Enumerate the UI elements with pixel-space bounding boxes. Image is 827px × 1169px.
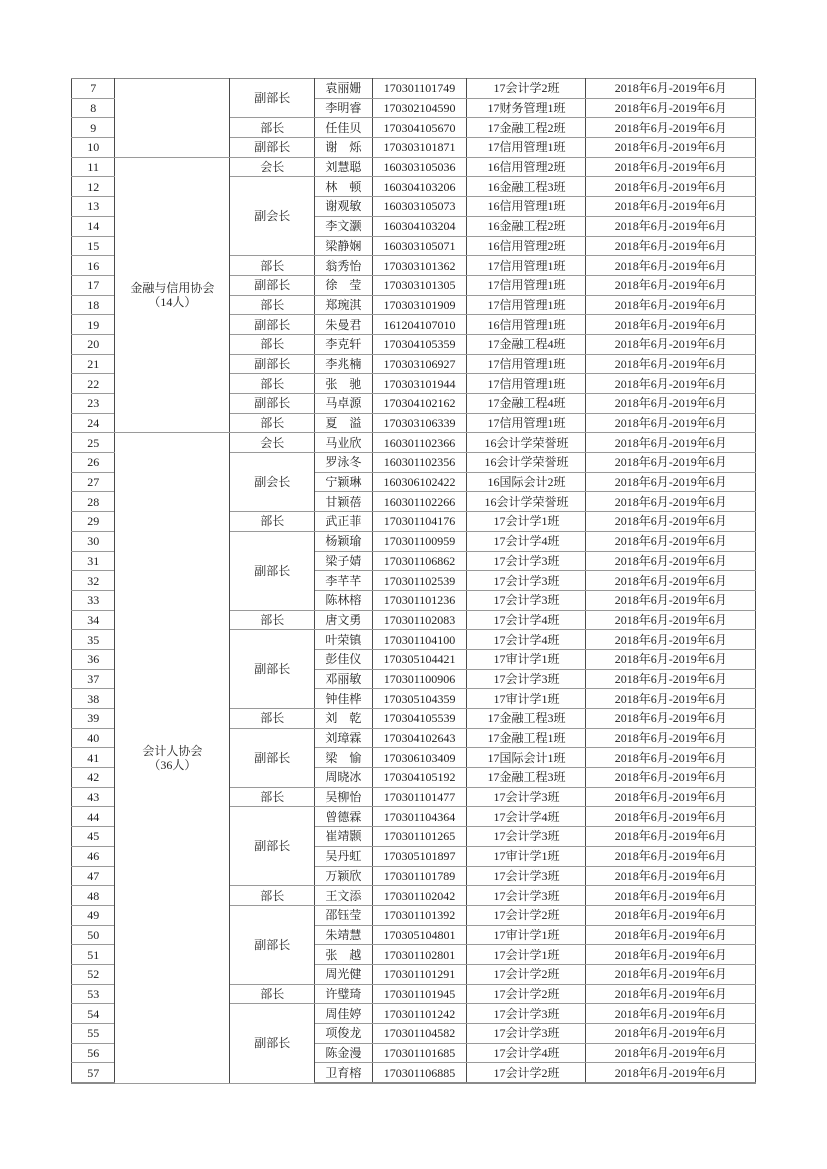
class-name: 17金融工程1班 [467,728,586,748]
term-period: 2018年6月-2019年6月 [586,551,756,571]
student-id: 170301106885 [372,1063,467,1083]
class-name: 17会计学3班 [467,571,586,591]
student-id: 160303105073 [372,197,467,217]
class-name: 16会计学荣誉班 [467,453,586,473]
term-period: 2018年6月-2019年6月 [586,118,756,138]
row-number: 16 [72,256,115,276]
student-id: 170301101236 [372,590,467,610]
class-name: 17会计学4班 [467,610,586,630]
class-name: 17金融工程4班 [467,334,586,354]
row-number: 46 [72,846,115,866]
class-name: 17会计学3班 [467,866,586,886]
member-name: 翁秀怡 [315,256,373,276]
row-number: 39 [72,709,115,729]
class-name: 17会计学2班 [467,984,586,1004]
term-period: 2018年6月-2019年6月 [586,610,756,630]
term-period: 2018年6月-2019年6月 [586,334,756,354]
member-name: 马业欣 [315,433,373,453]
term-period: 2018年6月-2019年6月 [586,669,756,689]
member-name: 甘颖蓓 [315,492,373,512]
term-period: 2018年6月-2019年6月 [586,905,756,925]
term-period: 2018年6月-2019年6月 [586,748,756,768]
term-period: 2018年6月-2019年6月 [586,138,756,158]
class-name: 17会计学1班 [467,512,586,532]
row-number: 30 [72,531,115,551]
student-id: 170301101477 [372,787,467,807]
term-period: 2018年6月-2019年6月 [586,1024,756,1044]
term-period: 2018年6月-2019年6月 [586,216,756,236]
class-name: 16金融工程2班 [467,216,586,236]
table-row [72,79,756,99]
row-number: 28 [72,492,115,512]
member-name: 李芊芊 [315,571,373,591]
row-number: 51 [72,945,115,965]
class-name: 16会计学荣誉班 [467,492,586,512]
row-number: 14 [72,216,115,236]
organization-name: 会计人协会 [142,743,203,758]
member-name: 李克轩 [315,334,373,354]
roster-body [72,79,756,1084]
student-id: 170304105670 [372,118,467,138]
role-cell: 副部长 [230,807,315,886]
member-name: 谢 烁 [315,138,373,158]
class-name: 17信用管理1班 [467,138,586,158]
term-period: 2018年6月-2019年6月 [586,295,756,315]
row-number: 37 [72,669,115,689]
class-name: 17金融工程3班 [467,709,586,729]
member-name: 朱曼君 [315,315,373,335]
student-id: 161204107010 [372,315,467,335]
student-id: 170303106339 [372,413,467,433]
term-period: 2018年6月-2019年6月 [586,768,756,788]
class-name: 16信用管理1班 [467,315,586,335]
student-id: 160303105036 [372,157,467,177]
role-cell: 部长 [230,984,315,1004]
term-period: 2018年6月-2019年6月 [586,846,756,866]
student-id: 170301101789 [372,866,467,886]
role-cell: 部长 [230,334,315,354]
term-period: 2018年6月-2019年6月 [586,472,756,492]
student-id: 170304105359 [372,334,467,354]
class-name: 17审计学1班 [467,649,586,669]
term-period: 2018年6月-2019年6月 [586,433,756,453]
student-id: 170305104421 [372,649,467,669]
row-number: 32 [72,571,115,591]
class-name: 17会计学3班 [467,551,586,571]
student-id: 160303105071 [372,236,467,256]
term-period: 2018年6月-2019年6月 [586,413,756,433]
row-number: 44 [72,807,115,827]
term-period: 2018年6月-2019年6月 [586,807,756,827]
member-name: 马卓源 [315,394,373,414]
term-period: 2018年6月-2019年6月 [586,453,756,473]
class-name: 17会计学3班 [467,1024,586,1044]
row-number: 17 [72,275,115,295]
role-cell: 部长 [230,709,315,729]
class-name: 17国际会计1班 [467,748,586,768]
student-id: 170303101944 [372,374,467,394]
term-period: 2018年6月-2019年6月 [586,256,756,276]
student-id: 160306102422 [372,472,467,492]
member-name: 杨颖瑜 [315,531,373,551]
student-id: 170301104176 [372,512,467,532]
class-name: 17会计学3班 [467,827,586,847]
term-period: 2018年6月-2019年6月 [586,374,756,394]
row-number: 52 [72,964,115,984]
row-number: 38 [72,689,115,709]
row-number: 56 [72,1043,115,1063]
organization-cell [115,157,230,433]
member-name: 卫育榕 [315,1063,373,1083]
role-cell: 副部长 [230,905,315,984]
term-period: 2018年6月-2019年6月 [586,945,756,965]
class-name: 17会计学2班 [467,79,586,99]
row-number: 11 [72,157,115,177]
class-name: 17会计学4班 [467,630,586,650]
student-id: 160304103206 [372,177,467,197]
row-number: 10 [72,138,115,158]
member-name: 叶荣镇 [315,630,373,650]
student-id: 170301101749 [372,79,467,99]
row-number: 21 [72,354,115,374]
member-name: 梁静娴 [315,236,373,256]
role-cell: 部长 [230,787,315,807]
row-number: 40 [72,728,115,748]
class-name: 17会计学3班 [467,669,586,689]
row-number: 31 [72,551,115,571]
role-cell: 副部长 [230,138,315,158]
member-name: 刘璋霖 [315,728,373,748]
class-name: 17金融工程2班 [467,118,586,138]
term-period: 2018年6月-2019年6月 [586,787,756,807]
member-name: 宁颖琳 [315,472,373,492]
term-period: 2018年6月-2019年6月 [586,709,756,729]
student-id: 160301102366 [372,433,467,453]
member-name: 林 顿 [315,177,373,197]
row-number: 19 [72,315,115,335]
student-id: 170301102042 [372,886,467,906]
term-period: 2018年6月-2019年6月 [586,354,756,374]
class-name: 17会计学4班 [467,807,586,827]
organization-name: 金融与信用协会 [130,281,215,296]
role-cell: 副部长 [230,1004,315,1083]
student-id: 170301102539 [372,571,467,591]
student-id: 170306103409 [372,748,467,768]
student-id: 170301104100 [372,630,467,650]
term-period: 2018年6月-2019年6月 [586,630,756,650]
member-name: 徐 莹 [315,275,373,295]
row-number: 57 [72,1063,115,1083]
term-period: 2018年6月-2019年6月 [586,689,756,709]
role-cell: 副部长 [230,728,315,787]
row-number: 22 [72,374,115,394]
class-name: 17财务管理1班 [467,98,586,118]
term-period: 2018年6月-2019年6月 [586,177,756,197]
row-number: 50 [72,925,115,945]
row-number: 49 [72,905,115,925]
student-id: 170301102801 [372,945,467,965]
class-name: 17金融工程4班 [467,394,586,414]
row-number: 23 [72,394,115,414]
student-id: 160301102266 [372,492,467,512]
row-number: 43 [72,787,115,807]
student-id: 170301106862 [372,551,467,571]
class-name: 17会计学2班 [467,1063,586,1083]
role-cell: 部长 [230,256,315,276]
student-id: 170304105539 [372,709,467,729]
student-id: 170301101392 [372,905,467,925]
member-name: 钟佳桦 [315,689,373,709]
term-period: 2018年6月-2019年6月 [586,275,756,295]
row-number: 41 [72,748,115,768]
member-name: 李文灏 [315,216,373,236]
member-name: 郑琬淇 [315,295,373,315]
class-name: 17信用管理1班 [467,295,586,315]
student-id: 170302104590 [372,98,467,118]
role-cell: 会长 [230,157,315,177]
student-id: 170305101897 [372,846,467,866]
row-number: 34 [72,610,115,630]
role-cell: 副部长 [230,394,315,414]
student-id: 170304102162 [372,394,467,414]
member-name: 周光健 [315,964,373,984]
row-number: 20 [72,334,115,354]
student-id: 170301100959 [372,531,467,551]
term-period: 2018年6月-2019年6月 [586,590,756,610]
role-cell: 副会长 [230,177,315,256]
member-name: 吴丹虹 [315,846,373,866]
row-number: 25 [72,433,115,453]
role-cell: 部长 [230,295,315,315]
role-cell: 会长 [230,433,315,453]
member-name: 张 越 [315,945,373,965]
class-name: 17会计学2班 [467,964,586,984]
member-name: 夏 溢 [315,413,373,433]
role-cell: 副部长 [230,315,315,335]
role-cell: 副部长 [230,630,315,709]
member-name: 陈林榕 [315,590,373,610]
class-name: 17会计学3班 [467,886,586,906]
student-id: 170301100906 [372,669,467,689]
table-row [72,433,756,453]
row-number: 27 [72,472,115,492]
organization-count: （14人） [148,295,197,310]
role-cell: 部长 [230,886,315,906]
student-id: 170303101909 [372,295,467,315]
row-number: 12 [72,177,115,197]
student-id: 170305104801 [372,925,467,945]
member-name: 彭佳仪 [315,649,373,669]
term-period: 2018年6月-2019年6月 [586,649,756,669]
term-period: 2018年6月-2019年6月 [586,236,756,256]
row-number: 8 [72,98,115,118]
table-row [72,157,756,177]
row-number: 42 [72,768,115,788]
class-name: 17会计学4班 [467,531,586,551]
student-id: 170303101362 [372,256,467,276]
organization-count: （36人） [148,757,197,772]
term-period: 2018年6月-2019年6月 [586,197,756,217]
class-name: 17金融工程3班 [467,768,586,788]
row-number: 55 [72,1024,115,1044]
class-name: 16国际会计2班 [467,472,586,492]
class-name: 17会计学3班 [467,590,586,610]
student-id: 170301101945 [372,984,467,1004]
term-period: 2018年6月-2019年6月 [586,984,756,1004]
member-name: 梁 愉 [315,748,373,768]
student-id: 170303106927 [372,354,467,374]
class-name: 17信用管理1班 [467,374,586,394]
term-period: 2018年6月-2019年6月 [586,866,756,886]
member-name: 谢观敏 [315,197,373,217]
member-name: 吴柳怡 [315,787,373,807]
member-name: 王文添 [315,886,373,906]
student-id: 170304102643 [372,728,467,748]
member-name: 邵钰莹 [315,905,373,925]
class-name: 17审计学1班 [467,925,586,945]
student-id: 170301101242 [372,1004,467,1024]
member-name: 周佳婷 [315,1004,373,1024]
member-name: 刘慧聪 [315,157,373,177]
class-name: 16信用管理2班 [467,236,586,256]
row-number: 13 [72,197,115,217]
term-period: 2018年6月-2019年6月 [586,728,756,748]
member-name: 李兆楠 [315,354,373,374]
role-cell: 部长 [230,118,315,138]
term-period: 2018年6月-2019年6月 [586,1004,756,1024]
class-name: 17会计学3班 [467,787,586,807]
student-id: 170301104582 [372,1024,467,1044]
term-period: 2018年6月-2019年6月 [586,157,756,177]
role-cell: 副会长 [230,453,315,512]
member-name: 朱靖慧 [315,925,373,945]
row-number: 54 [72,1004,115,1024]
row-number: 26 [72,453,115,473]
member-name: 唐文勇 [315,610,373,630]
member-name: 崔靖颢 [315,827,373,847]
member-name: 陈金漫 [315,1043,373,1063]
term-period: 2018年6月-2019年6月 [586,925,756,945]
class-name: 17会计学1班 [467,945,586,965]
term-period: 2018年6月-2019年6月 [586,1043,756,1063]
row-number: 47 [72,866,115,886]
term-period: 2018年6月-2019年6月 [586,492,756,512]
term-period: 2018年6月-2019年6月 [586,827,756,847]
term-period: 2018年6月-2019年6月 [586,964,756,984]
term-period: 2018年6月-2019年6月 [586,531,756,551]
class-name: 17信用管理1班 [467,413,586,433]
term-period: 2018年6月-2019年6月 [586,79,756,99]
member-name: 张 驰 [315,374,373,394]
student-id: 170301101265 [372,827,467,847]
organization-cell [115,433,230,1083]
member-name: 万颖欣 [315,866,373,886]
member-name: 武正菲 [315,512,373,532]
role-cell: 副部长 [230,354,315,374]
row-number: 29 [72,512,115,532]
role-cell: 部长 [230,610,315,630]
term-period: 2018年6月-2019年6月 [586,512,756,532]
row-number: 36 [72,649,115,669]
row-number: 15 [72,236,115,256]
student-id: 170301104364 [372,807,467,827]
student-id: 170303101871 [372,138,467,158]
class-name: 16信用管理2班 [467,157,586,177]
term-period: 2018年6月-2019年6月 [586,394,756,414]
member-name: 曾德霖 [315,807,373,827]
member-name: 任佳贝 [315,118,373,138]
member-name: 许璧琦 [315,984,373,1004]
member-name: 刘 乾 [315,709,373,729]
role-cell: 部长 [230,512,315,532]
class-name: 17会计学4班 [467,1043,586,1063]
class-name: 17会计学3班 [467,1004,586,1024]
term-period: 2018年6月-2019年6月 [586,886,756,906]
class-name: 17审计学1班 [467,689,586,709]
term-period: 2018年6月-2019年6月 [586,571,756,591]
student-id: 170301101685 [372,1043,467,1063]
class-name: 17会计学2班 [467,905,586,925]
class-name: 16信用管理1班 [467,197,586,217]
role-cell: 部长 [230,413,315,433]
class-name: 17信用管理1班 [467,256,586,276]
role-cell: 副部长 [230,275,315,295]
organization-cell [115,79,230,158]
member-name: 邓丽敏 [315,669,373,689]
role-cell: 副部长 [230,531,315,610]
student-id: 170304105192 [372,768,467,788]
role-cell: 部长 [230,374,315,394]
row-number: 53 [72,984,115,1004]
row-number: 24 [72,413,115,433]
member-name: 袁丽姗 [315,79,373,99]
row-number: 48 [72,886,115,906]
row-number: 7 [72,79,115,99]
row-number: 9 [72,118,115,138]
class-name: 16会计学荣誉班 [467,433,586,453]
student-id: 170303101305 [372,275,467,295]
student-id: 170301102083 [372,610,467,630]
row-number: 45 [72,827,115,847]
student-id: 160304103204 [372,216,467,236]
student-id: 160301102356 [372,453,467,473]
member-name: 梁子婧 [315,551,373,571]
member-name: 项俊龙 [315,1024,373,1044]
member-name: 罗泳冬 [315,453,373,473]
member-roster-table [71,78,756,1084]
row-number: 35 [72,630,115,650]
row-number: 18 [72,295,115,315]
role-cell: 副部长 [230,79,315,118]
member-name: 李明睿 [315,98,373,118]
class-name: 16金融工程3班 [467,177,586,197]
student-id: 170301101291 [372,964,467,984]
term-period: 2018年6月-2019年6月 [586,1063,756,1083]
class-name: 17审计学1班 [467,846,586,866]
class-name: 17信用管理1班 [467,354,586,374]
member-name: 周晓冰 [315,768,373,788]
term-period: 2018年6月-2019年6月 [586,315,756,335]
class-name: 17信用管理1班 [467,275,586,295]
student-id: 170305104359 [372,689,467,709]
term-period: 2018年6月-2019年6月 [586,98,756,118]
row-number: 33 [72,590,115,610]
